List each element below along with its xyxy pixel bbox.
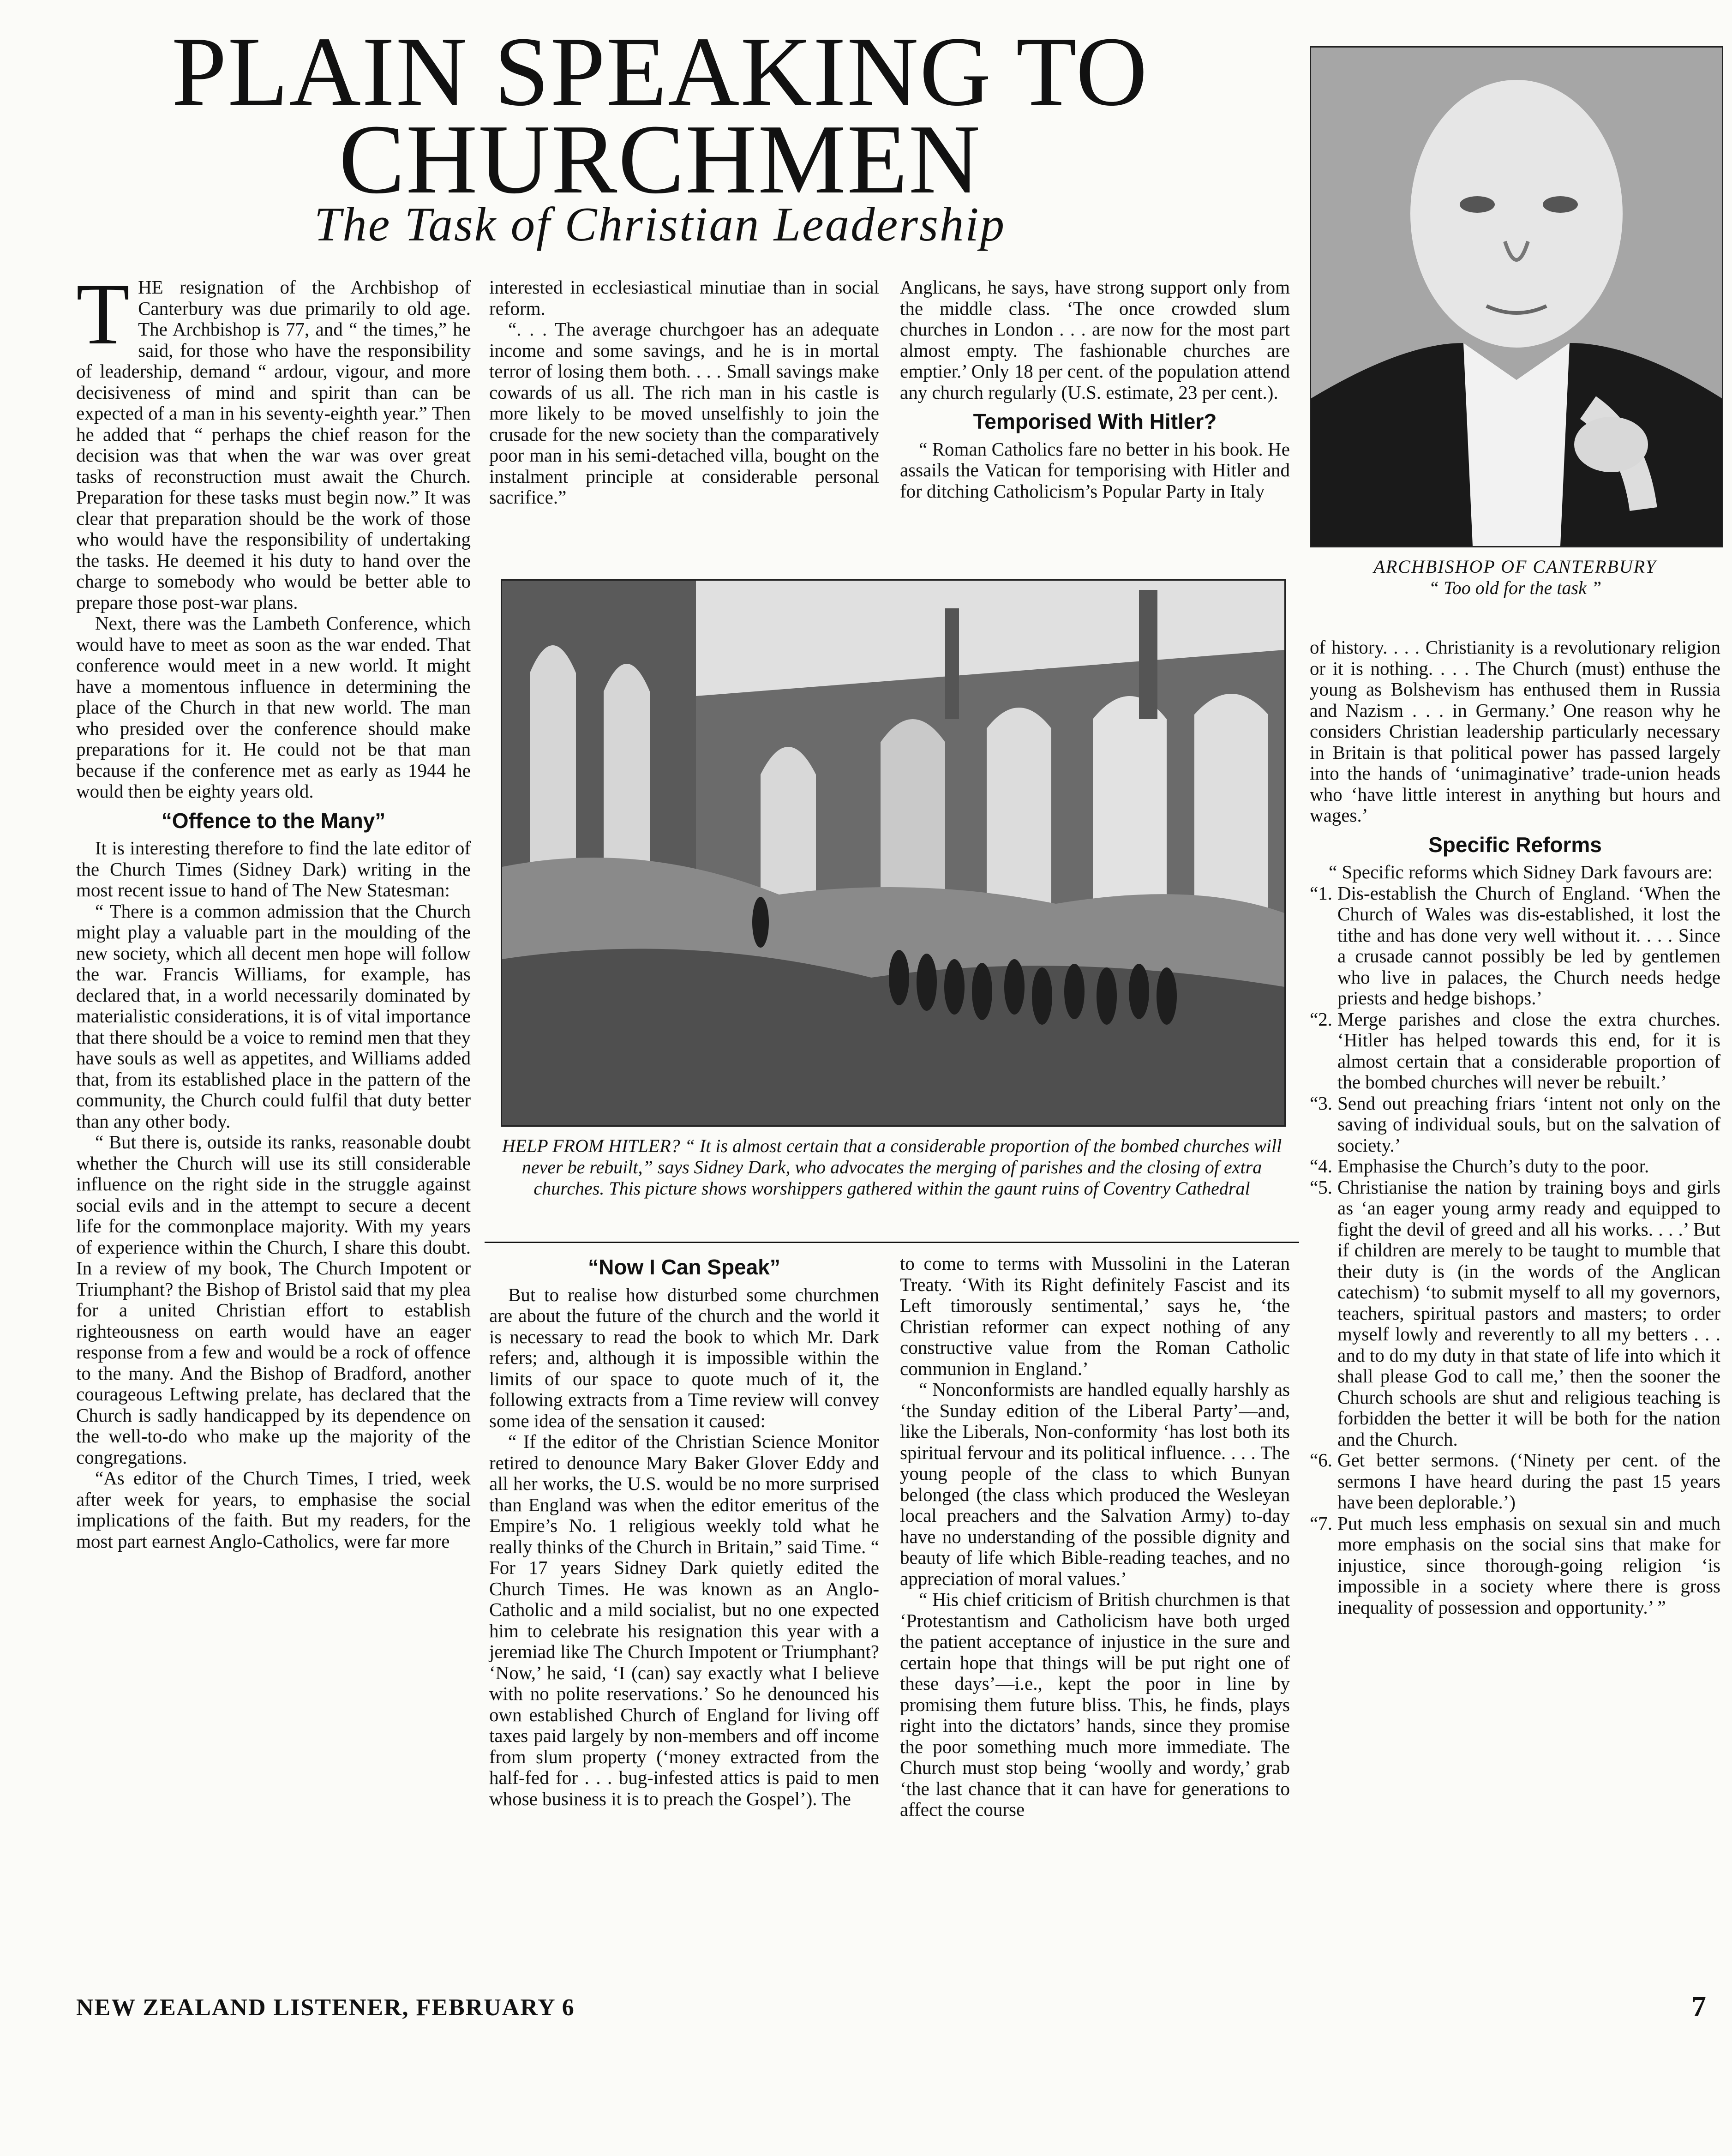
col2-top-paragraph-2: “. . . The average churchgoer has an adequate income and some savings, and he is in mortal terror of losing them both. . . . Small savings make cowards of us all. The rich man in his castle is more likely to be moved unselfishly to join the crusade for the new society than the comparatively poor man in his semi-detached villa, bought on the instalment principle at considerable personal sacrifice.” xyxy=(489,318,879,508)
cathedral-illustration xyxy=(502,581,1284,1125)
col1-paragraph-4: “ There is a common admission that the Church might play a valuable part in the moulding of the new society, which all decent men hope will follow the war. Francis Williams, for example, has declared that, in a world necessarily dominated by materialistic considerations, it is of vital importance that there should be a voice to remind men that they have souls as well as appetites, and Williams added that, from its established place in the pattern of the community, the Church could fulfil that duty better than any other body. xyxy=(76,900,471,1132)
reform-item xyxy=(1310,883,1720,1009)
reform-number: “1. xyxy=(1310,882,1332,904)
reform-text: Dis-establish the Church of England. ‘When the Church of Wales was dis-established, it lost the tithe and has done very well without it. . . . Since a crusade cannot possibly be led by gentlemen who live in palaces, the Church needs hedge priests and hedge bishops.’ xyxy=(1337,882,1720,1009)
col4-intro: “ Specific reforms which Sidney Dark favours are: xyxy=(1329,861,1713,883)
col1-paragraph-1: HE resignation of the Archbishop of Canterbury was due primarily to old age. The Archbishop is 77, and “ the times,” he said, for those who have the responsibility of leadership, demand “ ardour, vigour, and more decisiveness of mind and spirit than can be expected of a man in his seventy-eighth year.” Then he added that “ perhaps the chief reason for the decision was that when the war was over great tasks of reconstruction must await the Church. Preparation for these tasks must begin now.” It was clear that preparation should be the work of those who would have the responsibility of undertaking the tasks. He deemed it his duty to hand over the charge to somebody who would be better able to prepare those post-war plans. xyxy=(76,276,471,613)
reform-text: Get better sermons. (‘Ninety per cent. of the sermons I have heard during the past 15 years have been deplorable.’) xyxy=(1337,1449,1720,1513)
footer-page-number: 7 xyxy=(1691,1990,1707,2023)
reform-number: “7. xyxy=(1310,1512,1332,1534)
reform-item xyxy=(1310,1450,1720,1513)
coventry-cathedral-photo xyxy=(501,579,1286,1127)
heading-offence-to-the-many: “Offence to the Many” xyxy=(161,808,386,833)
reform-item xyxy=(1310,1009,1720,1093)
col1-paragraph-2: Next, there was the Lambeth Conference, which would have to meet as soon as the war ended. That conference would meet in a new world. It might have a momentous influence in determining the place of the Church in that new world. The man who presided over the conference should make preparations for it. He could not be that man because if the conference met as early as 1944 he would then be eighty years old. xyxy=(76,613,471,802)
reform-text: Christianise the nation by training boys and girls as ‘an eager young army ready and equipped to fight the devil of greed and all his works. . . .’ But if children are merely to be taught to mumble that their duty is (in the words of the Anglican catechism) ‘to submit myself to all my governors, teachers, spiritual pastors and masters; to order myself lowly and reverently to all my betters . . . and to do my duty in that state of life into which it shall please God to call me,’ then the sooner the Church schools are shut and religious teaching is forbidden the better it will be both for the nation and the Church. xyxy=(1337,1176,1720,1450)
reform-text: Emphasise the Church’s duty to the poor. xyxy=(1337,1155,1649,1177)
portrait-caption xyxy=(1310,556,1720,599)
reform-item xyxy=(1310,1093,1720,1156)
headline-subtitle: The Task of Christian Leadership xyxy=(314,197,1006,251)
portrait-caption-quote: “ Too old for the task ” xyxy=(1428,577,1602,598)
reform-item xyxy=(1310,1513,1720,1618)
footer-publication: NEW ZEALAND LISTENER, FEBRUARY 6 xyxy=(76,1994,575,2021)
col3-bottom-paragraph-1: to come to terms with Mussolini in the Lateran Treaty. ‘With its Right definitely Fascist and its Left timorously sentimental,’ says he, ‘the Christian reformer can expect nothing of any constructive value from the Roman Catholic communion in England.’ xyxy=(900,1253,1290,1379)
section-divider xyxy=(485,1242,1299,1243)
col1-paragraph-5: “ But there is, outside its ranks, reasonable doubt whether the Church will use its still considerable influence on the right side in the struggle against social evils and in the attempt to secure a decent life for the commonplace majority. With my years of experience within the Church, I share this doubt. In a review of my book, The Church Impotent or Triumphant? the Bishop of Bristol said that my plea for a united Christian effort to establish righteousness on earth would have an eager response from a few and would be a rock of offence to the many. And the Bishop of Bradford, another courageous Leftwing prelate, has declared that the Church is sadly handicapped by its dependence on the well-to-do who make up the majority of the congregations. xyxy=(76,1131,471,1468)
portrait-caption-name: ARCHBISHOP OF CANTERBURY xyxy=(1373,556,1657,577)
column-1 xyxy=(76,266,471,1552)
col2-top-paragraph-1: interested in ecclesiastical minutiae than in social reform. xyxy=(489,276,879,319)
col2-bottom-paragraph-1: But to realise how disturbed some churchmen are about the future of the church and the world it is necessary to read the book to which Mr. Dark refers; and, although it is impossible within the limits of our space to quote much of it, the following extracts from a Time review will convey some idea of the sensation it caused: xyxy=(489,1284,879,1431)
reform-number: “6. xyxy=(1310,1449,1332,1471)
col3-bottom-paragraph-2: “ Nonconformists are handled equally harshly as ‘the Sunday edition of the Liberal Party’—and, like the Liberals, Non-conformity ‘has lost both its spiritual fervour and its political influence. . . . The young people of the class to which Bunyan belonged (the class which produced the Wesleyan local preachers and the Salvation Army) to-day have no understanding of the possible dignity and beauty of life which Bible-reading teaches, and no appreciation of moral values.’ xyxy=(900,1379,1290,1589)
col1-paragraph-6: “As editor of the Church Times, I tried, week after week for years, to emphasise the social implications of the faith. But my readers, for the most part earnest Anglo-Catholics, were far more xyxy=(76,1467,471,1552)
reform-number: “2. xyxy=(1310,1008,1332,1030)
col3-bottom-paragraph-3: “ His chief criticism of British churchmen is that ‘Protestantism and Catholicism have both urged the patient acceptance of injustice in the sure and certain hope that things will be put right one of these days’—i.e., kept the poor in line by promising them future bliss. This, he finds, plays right into the dictators’ hands, since they promise the poor something much more immediate. The Church must stop being ‘woolly and wordy,’ grab ‘the last chance that it can have for generations to affect the course xyxy=(900,1589,1290,1820)
heading-now-i-can-speak: “Now I Can Speak” xyxy=(588,1255,780,1279)
reform-text: Merge parishes and close the extra churches. ‘Hitler has helped towards this end, for it is almost certain that a considerable proportion of the bombed churches will never be rebuilt.’ xyxy=(1337,1008,1720,1093)
headline-title xyxy=(152,16,1168,214)
reform-number: “5. xyxy=(1310,1176,1332,1198)
heading-specific-reforms: Specific Reforms xyxy=(1428,832,1602,857)
col1-paragraph-3: It is interesting therefore to find the late editor of the Church Times (Sidney Dark) writing in the most recent issue to hand of The New Statesman: xyxy=(76,837,471,901)
archbishop-portrait xyxy=(1310,46,1723,547)
col4-paragraph-1: of history. . . . Christianity is a revolutionary religion or it is nothing. . . . The Church (must) enthuse the young as Bolshevism has enthused them in Russia and Nazism . . . in Germany.’ One reason why he considers Christian leadership particularly necessary in Britain is that political power has passed largely into the hands of ‘unimaginative’ trade-union heads who ‘have little interest in anything but hours and wages.’ xyxy=(1310,637,1720,826)
col2-bottom-paragraph-2: “ If the editor of the Christian Science Monitor retired to denounce Mary Baker Glover Eddy and all her works, the U.S. would be no more surprised than England was when the editor emeritus of the Empire’s No. 1 religious weekly told what he really thinks of the Church in Britain,” said Time. “ For 17 years Sidney Dark quietly edited the Church Times. He was known as an Anglo-Catholic and a mild socialist, but no one expected him to celebrate his resignation this year with a jeremiad like The Church Impotent or Triumphant? ‘Now,’ he said, ‘I (can) say exactly what I believe with no polite reservations.’ So he denounced his own established Church of England for living off taxes paid largely by non-members and off income from slum property (‘money extracted from the half-fed for . . . bug-infested attics is paid to men whose business it is to preach the Gospel’). The xyxy=(489,1431,879,1809)
reforms-list xyxy=(1310,883,1720,1618)
drop-cap: T xyxy=(76,266,130,363)
column-2-top xyxy=(489,277,879,508)
column-3-bottom xyxy=(900,1253,1290,1820)
col3-top-paragraph-1: Anglicans, he says, have strong support only from the middle class. ‘The once crowded slum churches in London . . . are now for the most part almost empty. The fashionable churches are emptier.’ Only 18 per cent. of the population attend any church regularly (U.S. estimate, 23 per cent.). xyxy=(900,276,1290,403)
column-4 xyxy=(1310,637,1720,1618)
column-3-top xyxy=(900,277,1290,502)
headline-line-1: PLAIN SPEAKING TO xyxy=(171,16,1149,126)
reform-text: Put much less emphasis on sexual sin and much more emphasis on the social sins that make for injustice, since thorough-going religion ‘is impossible in a society where there is gross inequality of possession and opportunity.’ ” xyxy=(1337,1512,1720,1618)
reform-item xyxy=(1310,1177,1720,1450)
column-2-bottom xyxy=(489,1249,879,1809)
reform-item xyxy=(1310,1156,1720,1177)
portrait-illustration xyxy=(1311,48,1722,546)
col3-top-paragraph-2: “ Roman Catholics fare no better in his book. He assails the Vatican for temporising with Hitler and for ditching Catholicism’s Popular Party in Italy xyxy=(900,438,1290,502)
cathedral-caption: HELP FROM HITLER? “ It is almost certain that a considerable proportion of the bombed churches will never be rebuilt,” says Sidney Dark, who advocates the merging of parishes and the closing of extra churches. This picture shows worshippers gathered within the gaunt ruins of Coventry Cathedral xyxy=(502,1135,1282,1199)
reform-text: Send out preaching friars ‘intent not only on the saving of individual souls, but on the salvation of society.’ xyxy=(1337,1092,1720,1156)
heading-temporised-with-hitler: Temporised With Hitler? xyxy=(973,409,1217,433)
reform-number: “3. xyxy=(1310,1092,1332,1114)
reform-number: “4. xyxy=(1310,1155,1332,1177)
headline-line-2: CHURCHMEN xyxy=(339,104,981,214)
